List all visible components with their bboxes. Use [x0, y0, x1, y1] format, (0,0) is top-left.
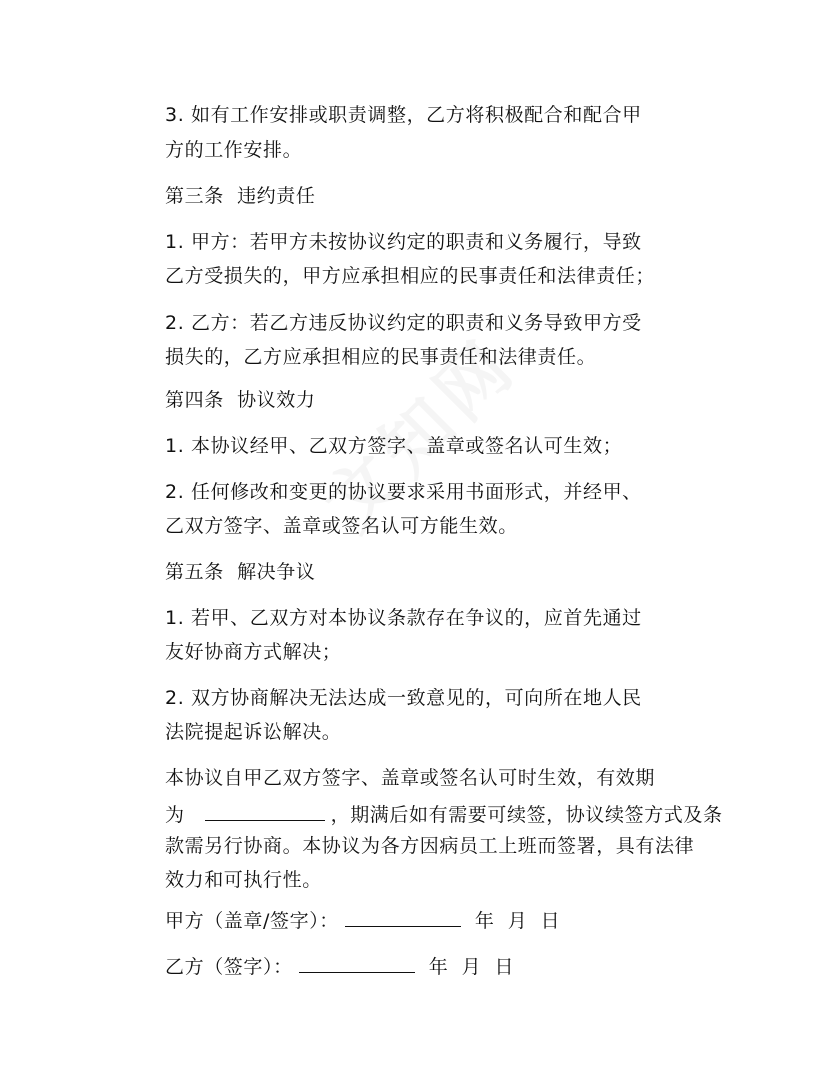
validity-period-blank[interactable] — [205, 800, 325, 821]
party-b-date: 年 月 日 — [428, 956, 515, 978]
clause-2-item-3-line-2: 方的工作安排。 — [165, 139, 303, 161]
clause-5-item-2-line-2: 法院提起诉讼解决。 — [165, 721, 342, 743]
clause-5-item-2-line-1: 2. 双方协商解决无法达成一致意见的，可向所在地人民 — [165, 687, 642, 709]
closing-paragraph-line-3: 款需另行协商。本协议为各方因病员工上班而签署，具有法律 — [165, 835, 695, 857]
clause-3-item-2-line-1: 2. 乙方：若乙方违反协议约定的职责和义务导致甲方受 — [165, 312, 642, 334]
clause-5-item-1-line-1: 1. 若甲、乙双方对本协议条款存在争议的，应首先通过 — [165, 607, 642, 629]
party-a-signature-line — [165, 906, 560, 933]
party-a-signature-blank[interactable] — [345, 906, 461, 927]
article-4-heading: 第四条 协议效力 — [165, 389, 316, 411]
party-b-signature-blank[interactable] — [299, 952, 415, 973]
validity-suffix: ，期满后如有需要可续签，协议续签方式及条 — [330, 804, 723, 826]
clause-3-item-2-line-2: 损失的，乙方应承担相应的民事责任和法律责任。 — [165, 346, 597, 368]
clause-4-item-2-line-2: 乙双方签字、盖章或签名认可方能生效。 — [165, 515, 518, 537]
party-b-label: 乙方（签字）： — [165, 956, 293, 978]
party-a-date: 年 月 日 — [474, 910, 561, 932]
clause-4-item-2-line-1: 2. 任何修改和变更的协议要求采用书面形式，并经甲、 — [165, 481, 642, 503]
clause-3-item-1-line-1: 1. 甲方：若甲方未按协议约定的职责和义务履行，导致 — [165, 231, 642, 253]
clause-5-item-1-line-2: 友好协商方式解决； — [165, 641, 342, 663]
validity-prefix: 为 — [165, 804, 185, 826]
closing-paragraph-line-1: 本协议自甲乙双方签字、盖章或签名认可时生效，有效期 — [165, 767, 656, 789]
clause-4-item-1: 1. 本协议经甲、乙双方签字、盖章或签名认可生效； — [165, 435, 623, 457]
clause-3-item-1-line-2: 乙方受损失的，甲方应承担相应的民事责任和法律责任； — [165, 265, 656, 287]
party-a-label: 甲方（盖章/签字）： — [165, 910, 339, 932]
closing-paragraph-line-2 — [165, 800, 723, 827]
closing-paragraph-line-4: 效力和可执行性。 — [165, 869, 322, 891]
article-3-heading: 第三条 违约责任 — [165, 185, 316, 207]
clause-2-item-3-line-1: 3. 如有工作安排或职责调整，乙方将积极配合和配合甲 — [165, 104, 642, 126]
party-b-signature-line — [165, 952, 514, 979]
article-5-heading: 第五条 解决争议 — [165, 561, 316, 583]
